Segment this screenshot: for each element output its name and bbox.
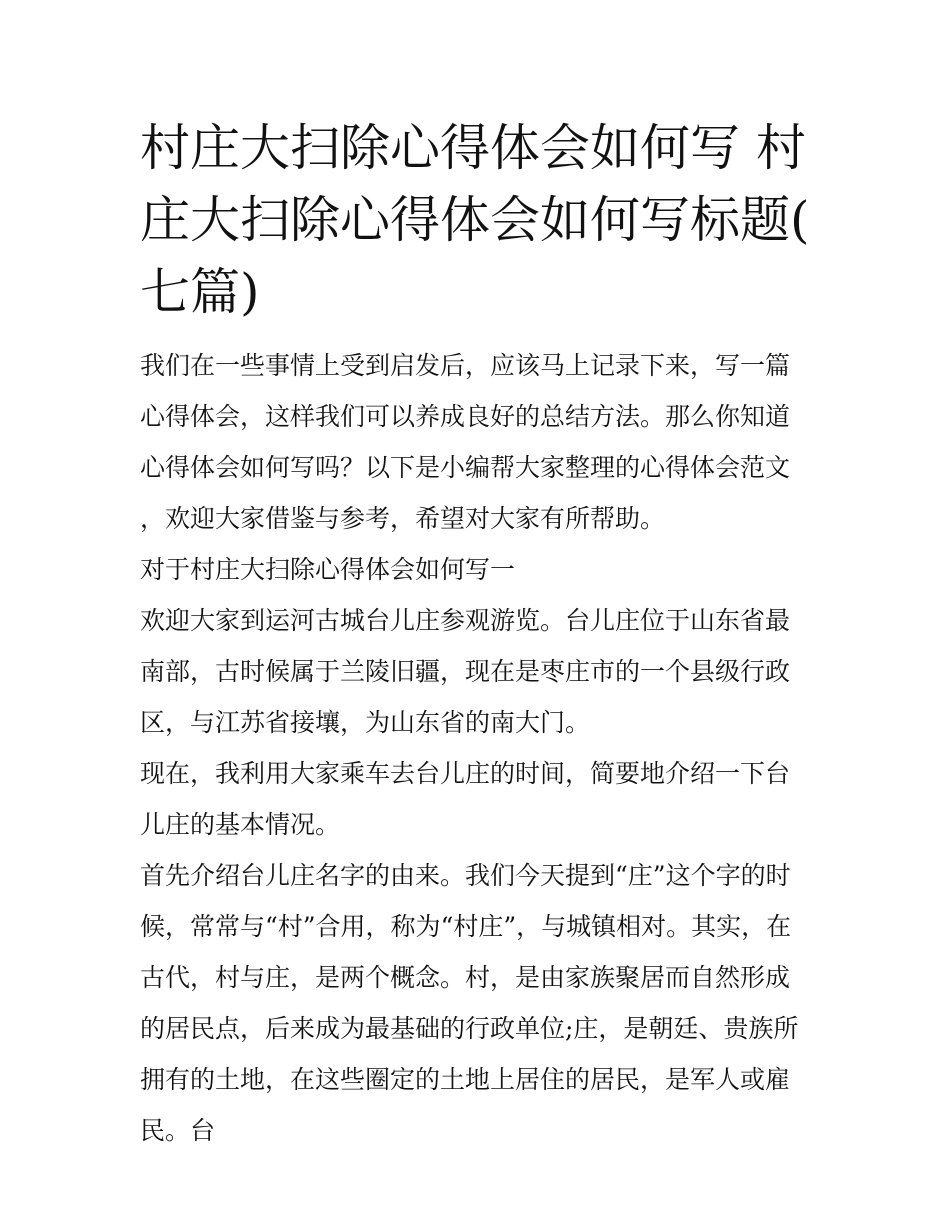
document-title: 村庄大扫除心得体会如何写 村庄大扫除心得体会如何写标题(七篇) xyxy=(140,119,810,321)
document-page xyxy=(140,112,812,1156)
section-heading: 对于村庄大扫除心得体会如何写一 xyxy=(140,555,516,584)
body-paragraph-overview: 现在，我利用大家乘车去台儿庄的时间，简要地介绍一下台儿庄的基本情况。 xyxy=(140,759,791,839)
body-paragraph-location: 欢迎大家到运河古城台儿庄参观游览。台儿庄位于山东省最南部，古时候属于兰陵旧疆，现在是枣庄市的一个县级行政区，与江苏省接壤，为山东省的南大门。 xyxy=(140,606,791,737)
body-paragraph-name-origin: 首先介绍台儿庄名字的由来。我们今天提到“庄”这个字的时候，常常与“村”合用，称为“村庄”，与城镇相对。其实，在古代，村与庄，是两个概念。村，是由家族聚居而自然形成的居民点，后来成为最基础的行政单位;庄，是朝廷、贵族所拥有的土地，在这些圈定的土地上居住的居民，是军人或雇民。台 xyxy=(140,861,799,1145)
intro-paragraph: 我们在一些事情上受到启发后，应该马上记录下来，写一篇心得体会，这样我们可以养成良好的总结方法。那么你知道心得体会如何写吗？以下是小编帮大家整理的心得体会范文，欢迎大家借鉴与参考，希望对大家有所帮助。 xyxy=(140,351,791,533)
